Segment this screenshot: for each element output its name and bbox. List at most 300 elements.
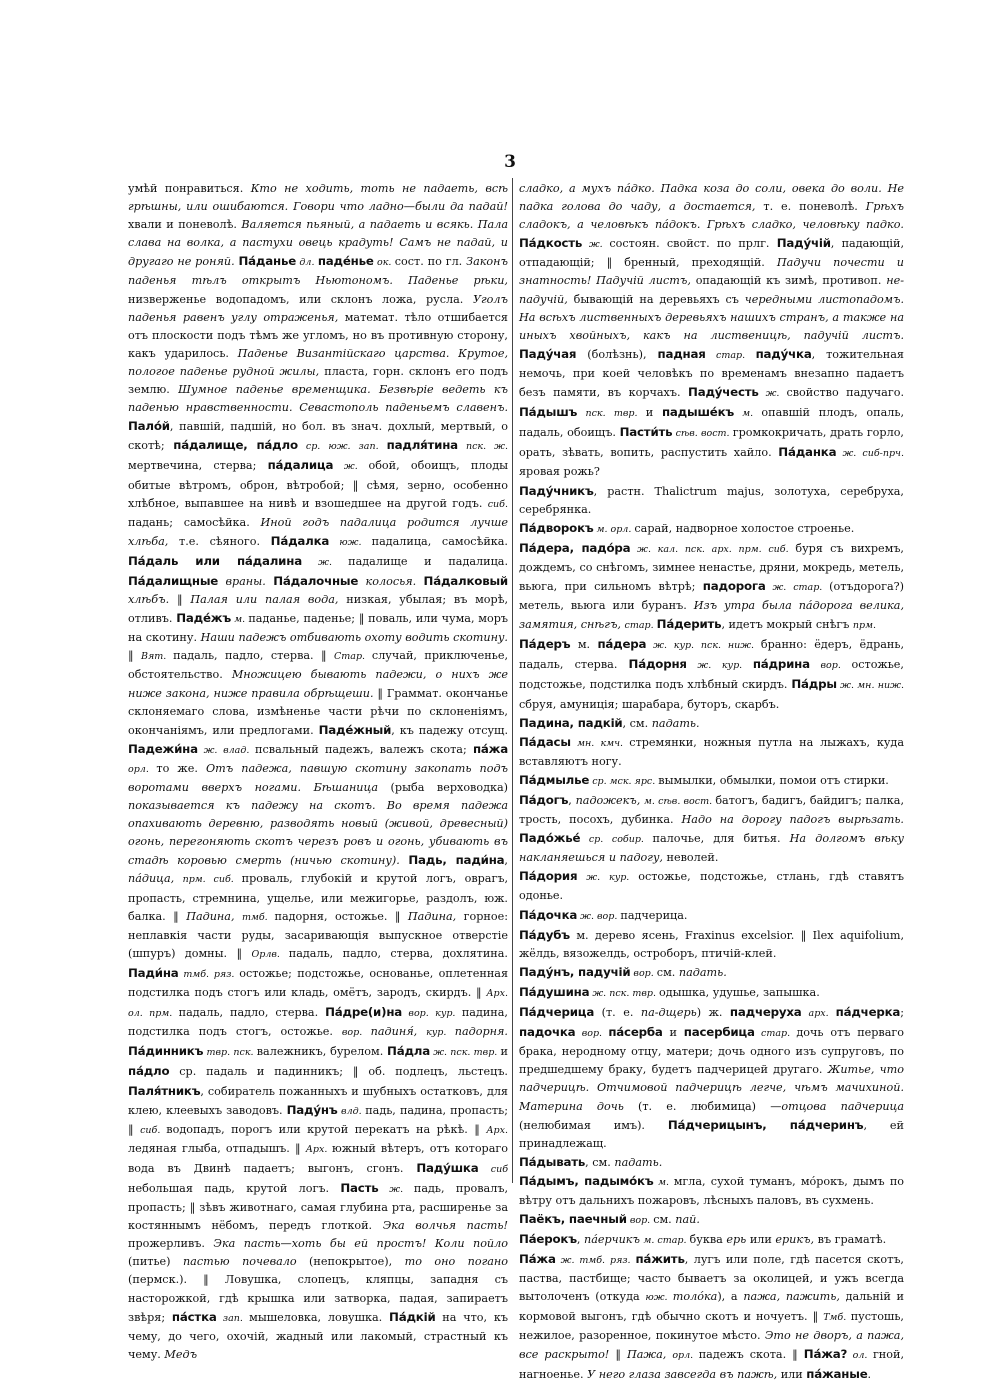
page-number: 3 <box>504 152 516 172</box>
definition-text: ) ж. <box>696 1006 730 1020</box>
example-text: падать. <box>651 716 700 730</box>
definition-text: , павшій, падшій, но бол. въ знач. дохлый, мертвый, о скотѣ; <box>128 420 508 453</box>
headword: Па́даль или па́далина <box>128 553 302 568</box>
example-text: па́дица, <box>128 872 183 886</box>
label-text: тмб. ряз. <box>178 968 240 980</box>
definition-text: ‖ <box>128 649 141 663</box>
definition-text: низверженье водопадомъ, или склонъ ложа, русла. <box>128 292 473 306</box>
definition-text: свойство падучаго. <box>786 386 905 400</box>
label-text: тмб. <box>241 911 275 923</box>
dictionary-entry <box>519 1250 904 1384</box>
definition-text: (т. е. <box>594 1006 641 1020</box>
headword: па́дло <box>128 1064 170 1079</box>
dictionary-entry <box>519 771 904 791</box>
definition-text: громкокричать, драть горло, орать, зѣвать, вопить, распустить хайло. <box>519 426 904 460</box>
label-text: орл. <box>128 763 157 775</box>
definition-text: падь, падина, пропасть; ‖ <box>128 1103 508 1136</box>
definition-text: падаль, падло, стерва, дохлятина. <box>288 946 508 960</box>
headword: па́стка <box>171 1309 217 1324</box>
headword: Па́жа <box>519 1252 556 1267</box>
label-text: Арх. <box>486 1124 509 1136</box>
label-text: ж. пск. твр. <box>589 987 660 999</box>
definition-text: падь, провалъ, пропасть; ‖ зѣвъ животнаго, самая глубина рта, расширенье за костяннымъ нёбомъ, передъ глоткой. <box>128 1181 509 1233</box>
dictionary-entry <box>519 1153 904 1172</box>
definition-text: , къ падежу отсущ. <box>391 723 508 737</box>
example-text: пажа, пажить, <box>743 1290 846 1304</box>
label-text: юж. <box>645 1292 673 1304</box>
headword: Падежи́на <box>128 741 198 756</box>
definition-text: пустошь, нежилое, разоренное, покинутое мѣсто. <box>519 1309 904 1342</box>
headword: падля́тина <box>386 438 458 453</box>
definition-text: сбруя, амуниція; шарабара, буторъ, скарбъ. <box>519 697 780 711</box>
label-text: ж. стар. <box>765 581 830 593</box>
headword: Падь, пади́на <box>408 853 505 868</box>
example-text: Пажа, <box>626 1347 673 1361</box>
example-text: хлѣбъ. <box>128 593 177 607</box>
headword: па́серба <box>608 1025 663 1040</box>
example-text: показывается къ падежу на скотъ. Во время падежа опахивають деревню, разводять новый (живой, древесный) огонь, перегоняють скотъ черезъ ровъ и огонь, убивають въ стадѣ коровью смерть (ничью скотину). <box>128 799 508 868</box>
headword: Па́дчерицынъ, па́дчеринъ <box>667 1117 864 1132</box>
definition-text: остожье; подстожье, основанье, оплетенная подстилка подъ стогъ или кладь, омётъ, зародъ, скирдъ. ‖ <box>128 966 508 1000</box>
headword: Паду́чій <box>776 236 831 251</box>
dictionary-entry <box>519 867 904 905</box>
definition-text: (питье) <box>128 1255 183 1269</box>
headword: Па́данье <box>238 254 297 269</box>
headword: Па́ерокъ <box>519 1232 577 1247</box>
label-text: ж. влад. <box>197 744 256 756</box>
label-text: Арх. ол. прм. <box>128 988 508 1020</box>
label-text: вор. <box>809 660 852 672</box>
definition-text: бранно: ёдеръ, ёдрань, падаль, стерва. <box>519 638 905 672</box>
definition-text: , идетъ мокрый снѣгъ <box>721 618 853 632</box>
definition-text: палочье, для битья. <box>652 832 790 846</box>
headword: Пасть <box>340 1180 379 1195</box>
example-text: Падучи почести и знатность! Падучій листъ, <box>519 256 904 288</box>
label-text: Арх. <box>305 1143 332 1155</box>
definition-text: падалище и падалица. <box>348 554 509 568</box>
example-text: Падина, <box>407 909 464 923</box>
headword: Па́жа? <box>803 1346 848 1361</box>
headword: Па́деръ <box>519 637 571 652</box>
label-text: влд. <box>337 1105 366 1117</box>
definition-text: прожерливъ. <box>128 1237 214 1251</box>
example-text: Палая или палая вода, <box>190 593 347 607</box>
example-text: па-дщерь <box>640 1006 697 1020</box>
definition-text: ледяная глыба, отпадышъ. ‖ <box>128 1141 306 1155</box>
dictionary-entry <box>519 926 904 963</box>
headword: падчеруха <box>729 1005 802 1020</box>
example-text: пай. <box>675 1213 700 1227</box>
definition-text: мертвечина, стерва; <box>128 459 268 473</box>
example-text: падиня́, <box>370 1025 427 1039</box>
definition-text: водопадъ, порогъ или крутой перекатъ на рѣкѣ. ‖ <box>166 1122 487 1136</box>
dictionary-entry <box>519 791 904 867</box>
headword: Па́дворокъ <box>519 520 594 535</box>
headword: Паду́нъ <box>286 1102 338 1117</box>
example-text: Шумное паденье временщика. Безвѣріе ведеть къ паденью нравственности. Севастополь паденьемъ славенъ. <box>128 383 508 415</box>
label-text: ол. <box>847 1349 873 1361</box>
headword: Па́далищные <box>128 573 219 588</box>
example-text: Грѣхъ сладокъ, а человѣкъ па́докъ. Грѣхъ сладко, человѣку падко. <box>519 200 904 232</box>
headword: Па́дубъ <box>519 927 570 942</box>
label-text: ср. юж. зап. <box>297 441 387 453</box>
label-text: м. <box>734 408 762 420</box>
definition-text: см. <box>653 1213 676 1227</box>
headword: Па́далковый <box>423 573 508 588</box>
label-text: пск. твр. <box>577 408 646 420</box>
definition-text: южный вѣтеръ, отъ котораго вода въ Двинѣ падаетъ; выгонъ, сгонъ. <box>128 1141 508 1175</box>
label-text: пск. ж. <box>457 441 508 453</box>
definition-text: ср. падаль и падинникъ; ‖ об. подлецъ, льстецъ. <box>169 1065 508 1079</box>
definition-text: на что, къ чему, до чего, охочій, жадный или лакомый, страстный къ чему. <box>128 1310 508 1361</box>
definition-text: ‖ <box>615 1347 627 1361</box>
definition-text: хвали и поневолѣ. <box>128 218 242 232</box>
label-text: ср. мск. ярс. <box>589 775 659 787</box>
dictionary-entry <box>519 1172 904 1210</box>
definition-text: падчерица. <box>620 908 688 922</box>
example-text: ерикъ, <box>775 1233 818 1247</box>
example-text: колосья. <box>358 574 424 588</box>
label-text: зап. <box>216 1312 250 1324</box>
headword: Паля́тникъ <box>128 1083 201 1098</box>
definition-text: падина, подстилка подъ стогъ, остожье. <box>128 1006 508 1039</box>
headword: Па́дре(и)на <box>325 1005 403 1020</box>
label-text: Стар. <box>334 651 372 663</box>
definition-text: одышка, удушье, запышка. <box>659 985 820 999</box>
definition-text: (т. е. любимица) <box>637 1099 771 1113</box>
headword: падыше́къ <box>661 405 735 420</box>
example-text: то оно поганo <box>404 1255 508 1269</box>
definition-text: ‖ <box>176 593 191 607</box>
example-text: ерь <box>726 1233 750 1247</box>
headword: Паду́шка <box>416 1160 479 1175</box>
example-text: Наши падежъ отбивають охоту водить скотину. <box>200 631 508 645</box>
dictionary-entry <box>519 1230 904 1250</box>
definition-text: низкая, убылая; въ морѣ, отливъ. <box>128 593 509 626</box>
definition-text: падалица, самосѣйка. <box>371 534 508 548</box>
headword: падочка <box>519 1025 576 1040</box>
example-text: У него глаза завсегда въ пажѣ, <box>587 1367 781 1381</box>
example-text: Медъ <box>164 1347 198 1361</box>
definition-text: то же. <box>156 761 206 775</box>
definition-text: и <box>662 1026 684 1040</box>
definition-text: . <box>867 1367 872 1381</box>
dictionary-entry <box>519 539 904 635</box>
definition-text: см. <box>656 965 679 979</box>
headword: па́далище, па́дло <box>173 438 298 453</box>
definition-text: , см. <box>585 1155 615 1169</box>
label-text: Тмб. <box>823 1311 851 1323</box>
label-text: дл. <box>296 257 318 269</box>
example-text: Иной годъ падалица родится лучше хлѣба, <box>128 515 508 548</box>
label-text: ж. вор. <box>577 910 621 922</box>
definition-text: , падающій, отпадающій; ‖ бренный, преходящій. <box>519 237 905 270</box>
definition-text: горное: неплавкія части руды, засаривающія выпускное отверстіе (шпуръ) домны. ‖ <box>128 909 508 960</box>
definition-text: , <box>568 794 576 807</box>
headword: Па́дера, падо́ра <box>519 540 631 555</box>
definition-text: и <box>500 1045 508 1059</box>
headword: Па́дочка <box>519 907 578 922</box>
example-text: Валяется пьяный, а падаеть и всякь. Пала слава на волка, а пастухи овець крадуть! Самъ не падай, и другаго не роняй. <box>128 218 509 269</box>
headword: падорога <box>702 578 766 593</box>
headword: Па́дмылье <box>519 772 590 787</box>
definition-text: небольшая падь, крутой логъ. <box>128 1181 341 1195</box>
example-text: падорня. <box>454 1025 508 1039</box>
headword: па́жаные <box>806 1366 868 1381</box>
example-text: Эка пасть—хоть бы ей простъ! Коли пойло <box>213 1237 508 1251</box>
definition-text: или <box>749 1233 776 1247</box>
definition-text: м. дерево ясень, Fraxinus excelsior. ‖ Ilex aquifolium, жёлдь, вязожелдь, остроборъ, птичій-клей. <box>519 928 904 960</box>
definition-text: падежъ скота. ‖ <box>698 1347 804 1361</box>
definition-text: (непокрытое), <box>309 1255 405 1269</box>
example-text: Падина, <box>186 909 242 923</box>
definition-text: гной, нагноенье. <box>519 1347 905 1381</box>
headword: Па́данка <box>778 445 837 460</box>
headword: па́жа <box>472 741 508 756</box>
definition-text: (нелюбимая имъ). <box>519 1118 668 1132</box>
definition-text: буря съ вихремъ, дождемъ, со снѣгомъ, зимнее ненастье, дряни, мокредь, метель, вьюга, при сильномъ вѣтрѣ; <box>519 541 904 593</box>
label-text: ж. <box>333 461 369 473</box>
example-text: враны. <box>218 574 274 588</box>
definition-text: падань; самосѣйка. <box>128 515 261 529</box>
label-text: сиб. <box>487 498 508 510</box>
example-text: падожекъ, <box>575 794 645 807</box>
dictionary-entry <box>519 635 904 713</box>
definition-text: случай, приключенье, обстоятельство. <box>128 649 509 682</box>
definition-text: въ граматѣ. <box>817 1233 887 1247</box>
headword: Па́дымъ, падымо́къ <box>519 1173 654 1188</box>
label-text: Орлв. <box>251 948 289 960</box>
definition-text: вымылки, обмылки, помои отъ стирки. <box>658 773 889 787</box>
label-text: кур. <box>426 1027 455 1039</box>
definition-text: , собиратель пожанныхъ и шубныхъ остатковъ, для клею, клеевыхъ заводовъ. <box>128 1084 508 1117</box>
headword: Паду́честь <box>688 385 759 400</box>
definition-text: остожье, подстожье, подстилка подъ хлѣбный скирдъ. <box>519 658 904 692</box>
headword: Па́далочные <box>273 573 359 588</box>
example-text: —отцова падчерица <box>770 1099 904 1113</box>
label-text: арх. <box>801 1008 836 1020</box>
label-text: ок. <box>373 257 395 269</box>
headword: па́дчерка <box>835 1005 901 1020</box>
headword: Па́дчерица <box>519 1005 595 1020</box>
label-text: ж. пск. твр. <box>430 1047 501 1059</box>
definition-text: паданье, паденье; ‖ поваль, или чума, моръ на скотину. <box>128 612 508 645</box>
definition-text: ‖ Граммат. окончанье склоняемаго слова, измѣненье части рѣчи по склоненіямъ, окончаніямъ, или предлогами. <box>128 686 508 737</box>
label-text: стар. <box>754 1028 797 1040</box>
headword: Паде́жный <box>318 722 392 737</box>
headword: Па́душина <box>519 984 590 999</box>
dictionary-entry <box>519 1210 904 1230</box>
definition-text: (болѣзнь), <box>576 347 658 361</box>
definition-text: ; <box>900 1006 904 1020</box>
headword: Па́дкій <box>389 1309 436 1324</box>
label-text: ж. кал. пск. арх. прм. сиб. <box>630 543 796 555</box>
example-text: Отъ падежа, павшую скотину закопать подъ воротами вверхъ ногами. Бѣшаница <box>128 761 508 794</box>
example-text: Эка волчья пасть! <box>382 1219 508 1233</box>
headword: Па́дышъ <box>519 405 578 420</box>
definition-text: дочь отъ перваго брака, нeродному отцу, матери; дочь одного изъ супруговъ, по предшедшему браку, будетъ падчерицей другаго. <box>519 1026 904 1077</box>
label-text: твр. пск. <box>203 1047 257 1059</box>
definition-text: , см. <box>622 716 652 730</box>
headword: Паде́жъ <box>176 611 231 626</box>
definition-text: (рыба верховодка) <box>390 781 509 794</box>
headword: паде́нье <box>317 254 374 269</box>
headword: пасербица <box>683 1025 755 1040</box>
definition-text: мгла, сухой туманъ, мо́рокъ, дымъ по вѣтру отъ дальнихъ пожаровъ, лѣсныхъ паловъ, въ сухмень. <box>519 1174 905 1207</box>
definition-text: , <box>576 1233 584 1247</box>
label-text: Вят. <box>141 651 174 663</box>
label-text: ж. тмб. ряз. <box>555 1255 636 1267</box>
definition-text: , лугъ или поле, гдѣ пасется скотъ, паства, пастбище; часто бываетъ за околицей, и ужъ всегда вытолоченъ (откуда <box>519 1253 904 1304</box>
definition-text: остожье, подстожье, стлань, гдѣ ставятъ одонье. <box>519 870 904 903</box>
example-text: пастью почевало <box>182 1255 310 1269</box>
label-text: сиб. <box>140 1124 167 1136</box>
label-text: ж. сиб-прч. <box>836 448 904 460</box>
definition-text: или <box>780 1367 807 1381</box>
headword: па́дера <box>597 637 647 652</box>
headword: Падо́жье́ <box>519 831 581 846</box>
label-text: м. стар. <box>643 1235 690 1247</box>
definition-text: т. е. поневолѣ. <box>763 200 866 214</box>
headword: Па́динникъ <box>128 1044 204 1059</box>
dictionary-entry <box>519 733 904 771</box>
headword: Па́дерить <box>656 617 722 632</box>
definition-text: т.е. сѣяного. <box>179 534 271 548</box>
definition-text: пласта, горн. склонъ его подъ землю. <box>128 364 508 397</box>
definition-text: (пермск.). ‖ Ловушка, слопецъ, кляпцы, западня съ насторожкой, гдѣ крышка или затворка, падая, запираетъ звѣря; <box>128 1273 508 1324</box>
label-text: юж. <box>329 536 372 548</box>
label-text: вор. <box>575 1028 609 1040</box>
headword: Паду́чая <box>519 346 577 361</box>
label-text: сѣв. вост. <box>672 428 733 440</box>
example-text: па́ерчикъ <box>583 1233 644 1247</box>
headword: Па́далка <box>270 533 330 548</box>
definition-text: обой, обоищъ, плоды обитые вѣтромъ, оброн, вѣтробой; ‖ сѣмя, зерно, особенно хлѣбное, выпавшее на нивѣ и взошедшее на другой годъ. <box>128 459 508 510</box>
label-text: ж. <box>378 1183 414 1195</box>
definition-text: бывающій на деревьяхъ съ <box>573 292 745 306</box>
label-text: стар. <box>624 620 657 632</box>
headword: Паду́нъ, падучій <box>519 964 631 979</box>
dictionary-entry <box>519 983 904 1003</box>
headword: Па́дасы <box>519 734 571 749</box>
label-text: стар. <box>705 349 756 361</box>
headword: Пасти́ть <box>619 425 673 440</box>
headword: Падина, падкій <box>519 715 623 730</box>
headword: Паёкъ, паечный <box>519 1212 627 1227</box>
definition-text: опадающій къ зимѣ, противоп. <box>695 274 887 288</box>
example-text: Законъ паденья тѣлъ открытъ Ньютономъ. Паденье рѣки, <box>128 255 508 288</box>
example-text: Уголъ паденья равенъ углу отраженья, <box>128 292 508 324</box>
definition-text: псвальный падежъ, валежъ скота; <box>255 742 473 756</box>
label-text: вор. <box>626 1215 654 1227</box>
label-text: ж. кур. <box>686 660 753 672</box>
definition-text: математ. тѣло отшибается отъ плоскости подъ тѣмъ же угломъ, но въ противную сторону, какъ ударилось. <box>128 310 508 360</box>
headword: Па́дория <box>519 869 578 884</box>
definition-text: неволей. <box>666 851 719 865</box>
example-text: Паденье Византійскаго царства. Крутое, пологое паденье рудной жилы, <box>128 346 508 378</box>
definition-text: сост. по гл. <box>394 255 467 269</box>
headword: па́жить <box>635 1252 685 1267</box>
definition-text: (отъдорога?) метель, вьюга или буранъ. <box>519 579 904 613</box>
headword: Па́дла <box>387 1044 431 1059</box>
dictionary-entry <box>519 906 904 926</box>
definition-text: сарай, надворное холостое строенье. <box>634 521 855 535</box>
definition-text: , растн. Thalictrum majus, золотуха, серебруха, серебрянка. <box>519 484 904 516</box>
headword: Пало́й <box>128 419 170 434</box>
definition-text: мышеловка, ловушка. <box>249 1310 390 1324</box>
headword: па́далица <box>267 458 334 473</box>
label-text: ж. <box>758 388 787 400</box>
label-text: ж. кур. <box>577 872 639 884</box>
definition-text: падорня, остожье. ‖ <box>274 909 408 923</box>
headword: падная <box>657 346 706 361</box>
dictionary-entry <box>519 1003 904 1153</box>
dictionary-entry <box>519 963 904 983</box>
label-text: ж. мн. ниж. <box>836 680 904 692</box>
definition-text: дальній и кормовой выгонъ, гдѣ обычно скотъ и ночуетъ. ‖ <box>519 1290 905 1323</box>
definition-text: , тожительная немочь, при коей человѣкъ по временамъ внезапно падаетъ безъ памяти, въ корчахъ. <box>519 347 904 400</box>
label-text: ж. кур. пск. ниж. <box>646 640 761 652</box>
definition-text: , ей принадлежащ. <box>519 1118 904 1150</box>
label-text: м. <box>231 614 249 626</box>
definition-text: падаль, падло, стерва. ‖ <box>173 649 334 663</box>
example-text: Кто не ходить, тоть не падаеть, всѣ грѣшны, или ошибаются. Говори что ладно—были да падай! <box>128 182 508 214</box>
example-text: Надо на дорогу падогъ вырѣзать. <box>681 813 904 827</box>
headword: Пади́на <box>128 965 179 980</box>
label-text: м. орл. <box>593 523 635 535</box>
example-text: Множицею бывають падежи, о нихъ же ниже закона, ниже правила обрѣщеши. <box>128 668 509 700</box>
definition-text: батогъ, бадигъ, байдигъ; палка, трость, посохъ, дубинка. <box>519 794 905 827</box>
definition-text: буква <box>689 1233 727 1247</box>
dictionary-entry <box>519 519 904 539</box>
headword: Паду́чникъ <box>519 483 594 498</box>
label-text: орл. <box>672 1349 699 1361</box>
definition-text: умѣй понравиться. <box>128 182 251 195</box>
label-text: вор. <box>630 967 657 979</box>
example-text: Это не дворъ, а пажа, все раскрыто! <box>519 1328 905 1361</box>
label-text: сиб <box>478 1163 508 1175</box>
label-text: прм. <box>852 620 876 632</box>
headword: Па́дорня <box>628 657 687 672</box>
definition-text: , <box>504 854 508 868</box>
definition-text: опавшій плодъ, опаль, падаль, обоищъ. <box>519 406 905 440</box>
dictionary-entry <box>519 482 904 519</box>
label-text: мн. кмч. <box>570 737 630 749</box>
example-text: падать. <box>614 1155 663 1169</box>
headword: па́дрина <box>752 657 810 672</box>
definition-text: падаль, падло, стерва. <box>178 1006 326 1020</box>
definition-text: и <box>645 406 662 420</box>
headword: Па́дывать <box>519 1154 586 1169</box>
label-text: м. сѣв. вост. <box>644 796 716 807</box>
example-text: Изъ утра была па́дорога велика, замятия, снѣгъ, <box>519 599 904 632</box>
example-text: толо́ка <box>672 1290 718 1304</box>
definition-text: состоян. свойст. по прлг. <box>609 237 777 251</box>
label-text: ср. собир. <box>580 834 653 846</box>
label-text: вор. кур. <box>402 1008 462 1020</box>
headword: Па́догъ <box>519 793 569 807</box>
definition-text: валежникъ, бурелом. <box>256 1045 388 1059</box>
label-text: прм. сиб. <box>182 874 242 886</box>
label-text: ж. <box>582 239 610 251</box>
definition-text: ), а <box>717 1290 744 1304</box>
label-text: м. <box>653 1176 674 1188</box>
definition-text: м. <box>570 638 598 652</box>
right-column <box>519 180 905 1381</box>
dictionary-entry <box>128 180 508 1364</box>
example-text: падать. <box>678 965 727 979</box>
headword: Па́дры <box>791 677 837 692</box>
